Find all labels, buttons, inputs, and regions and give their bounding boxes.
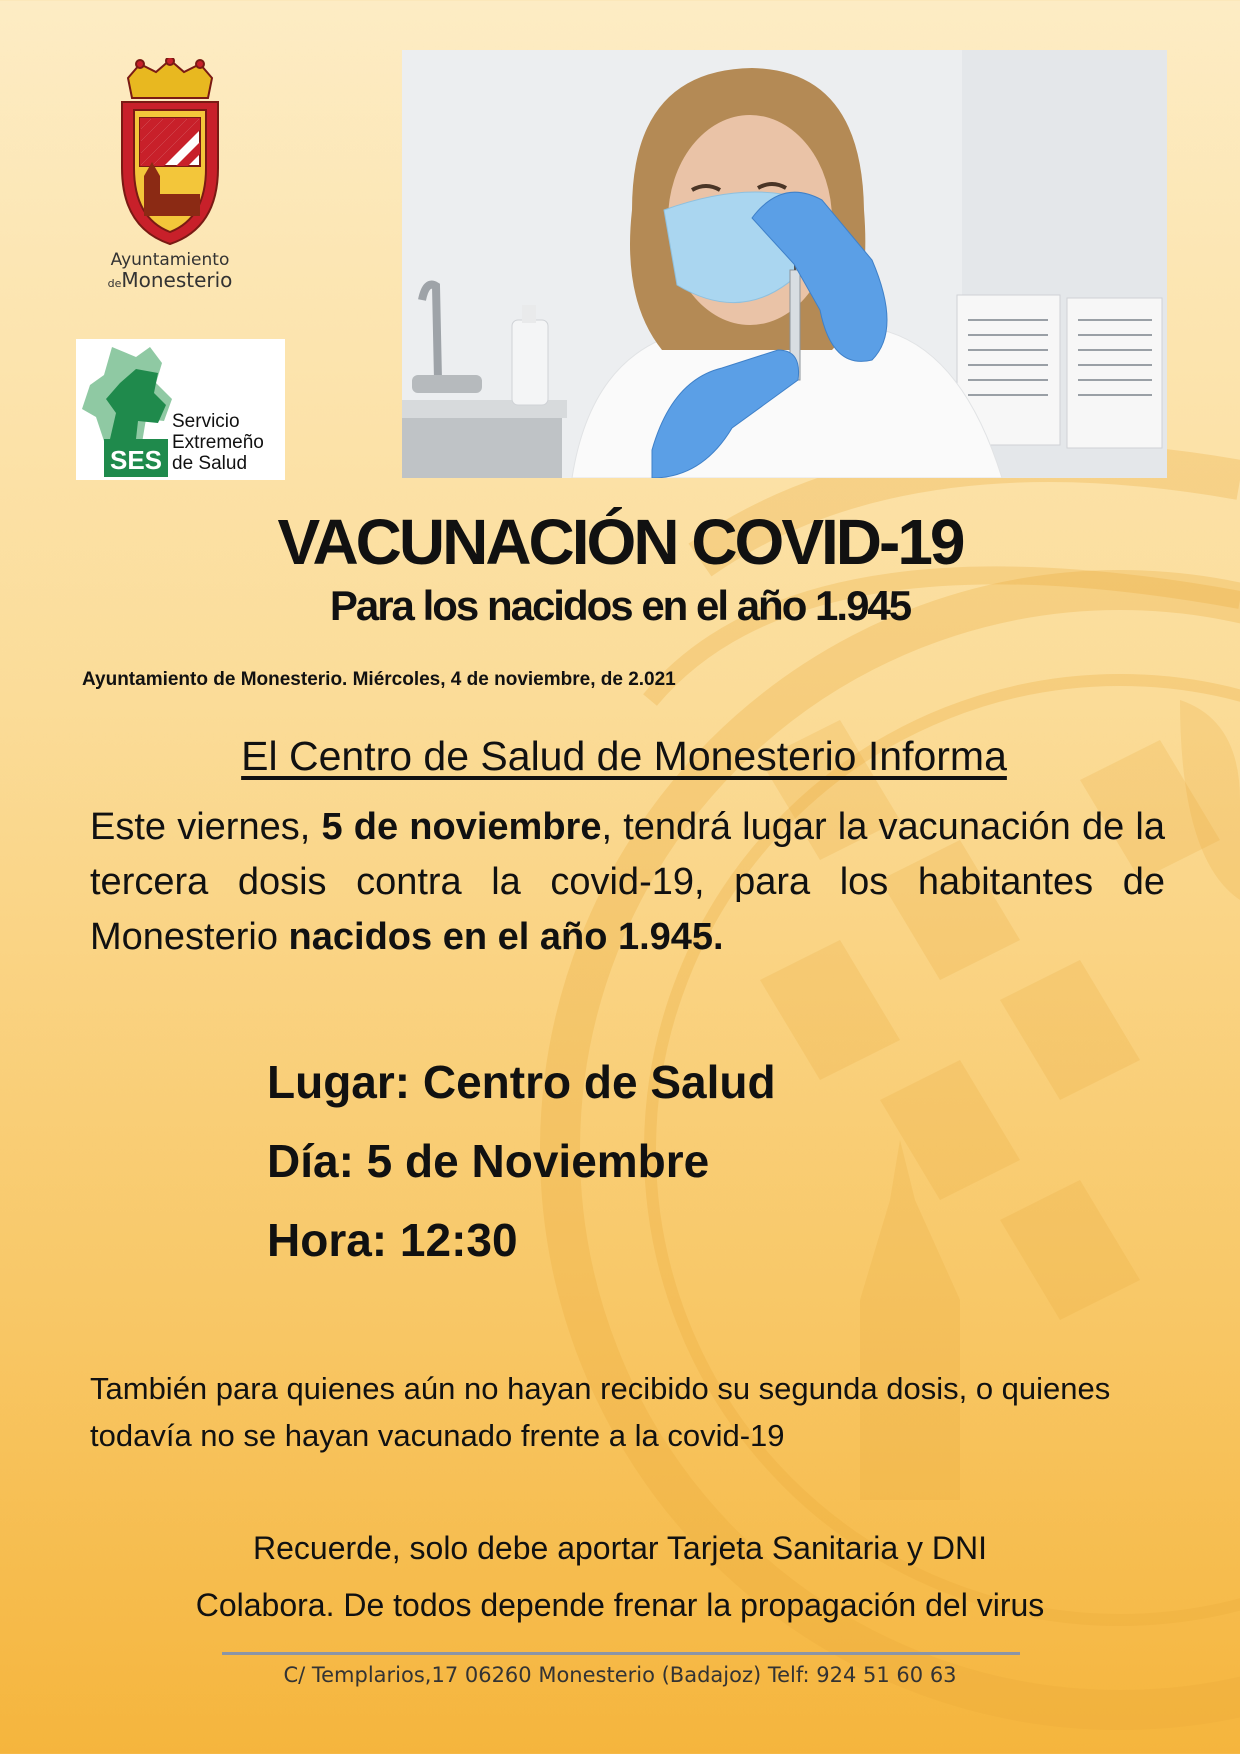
- info-heading: El Centro de Salud de Monesterio Informa: [241, 733, 1007, 779]
- ses-name: [172, 411, 264, 474]
- page-subtitle: Para los nacidos en el año 1.945: [329, 582, 911, 629]
- detail-place: Lugar: Centro de Salud: [267, 1056, 776, 1108]
- detail-time: Hora: 12:30: [267, 1214, 518, 1266]
- municipality-name: [80, 250, 260, 294]
- nurse-photo: [402, 50, 1167, 478]
- detail-day: Día: 5 de Noviembre: [267, 1135, 710, 1187]
- municipality-name-line1: Ayuntamiento: [110, 250, 230, 270]
- also-text: También para quienes aún no hayan recibido su segunda dosis, o quienes todavía no se hayan vacunado frente a la covid-19: [90, 1371, 1111, 1453]
- crest-icon: [100, 58, 240, 248]
- municipality-name-de: de: [107, 277, 122, 290]
- announcement-date: 5 de noviembre: [321, 806, 602, 848]
- collaborate-text: Colabora. De todos depende frenar la propagación del virus: [195, 1587, 1045, 1623]
- ses-name-line1: Servicio: [172, 411, 240, 432]
- municipality-name-line2: Monesterio: [121, 268, 233, 292]
- announcement-part1: Este viernes,: [90, 806, 322, 848]
- announcement-part2: , tendrá lugar la vacunación de la tercera dosis contra la covid-19, para los habitantes de Monesterio: [90, 806, 1165, 958]
- nurse-vaccine-illustration: [402, 50, 1167, 478]
- date-line: Ayuntamiento de Monesterio. Miércoles, 4 de noviembre, de 2.021: [82, 669, 676, 690]
- announcement-text: [90, 800, 1165, 965]
- page-title: VACUNACIÓN COVID-19: [277, 506, 963, 578]
- ses-name-line2: Extremeño: [172, 432, 264, 453]
- footer-address: C/ Templarios,17 06260 Monesterio (Badajoz) Telf: 924 51 60 63: [283, 1663, 957, 1687]
- ses-badge: SES: [109, 445, 163, 475]
- announcement-cohort: nacidos en el año 1.945.: [288, 916, 724, 958]
- ses-name-line3: de Salud: [172, 453, 248, 474]
- municipality-logo: [80, 58, 260, 298]
- ses-logo: [76, 339, 285, 480]
- footer-divider: [222, 1652, 1020, 1655]
- reminder-text: Recuerde, solo debe aportar Tarjeta Sanitaria y DNI: [252, 1530, 988, 1566]
